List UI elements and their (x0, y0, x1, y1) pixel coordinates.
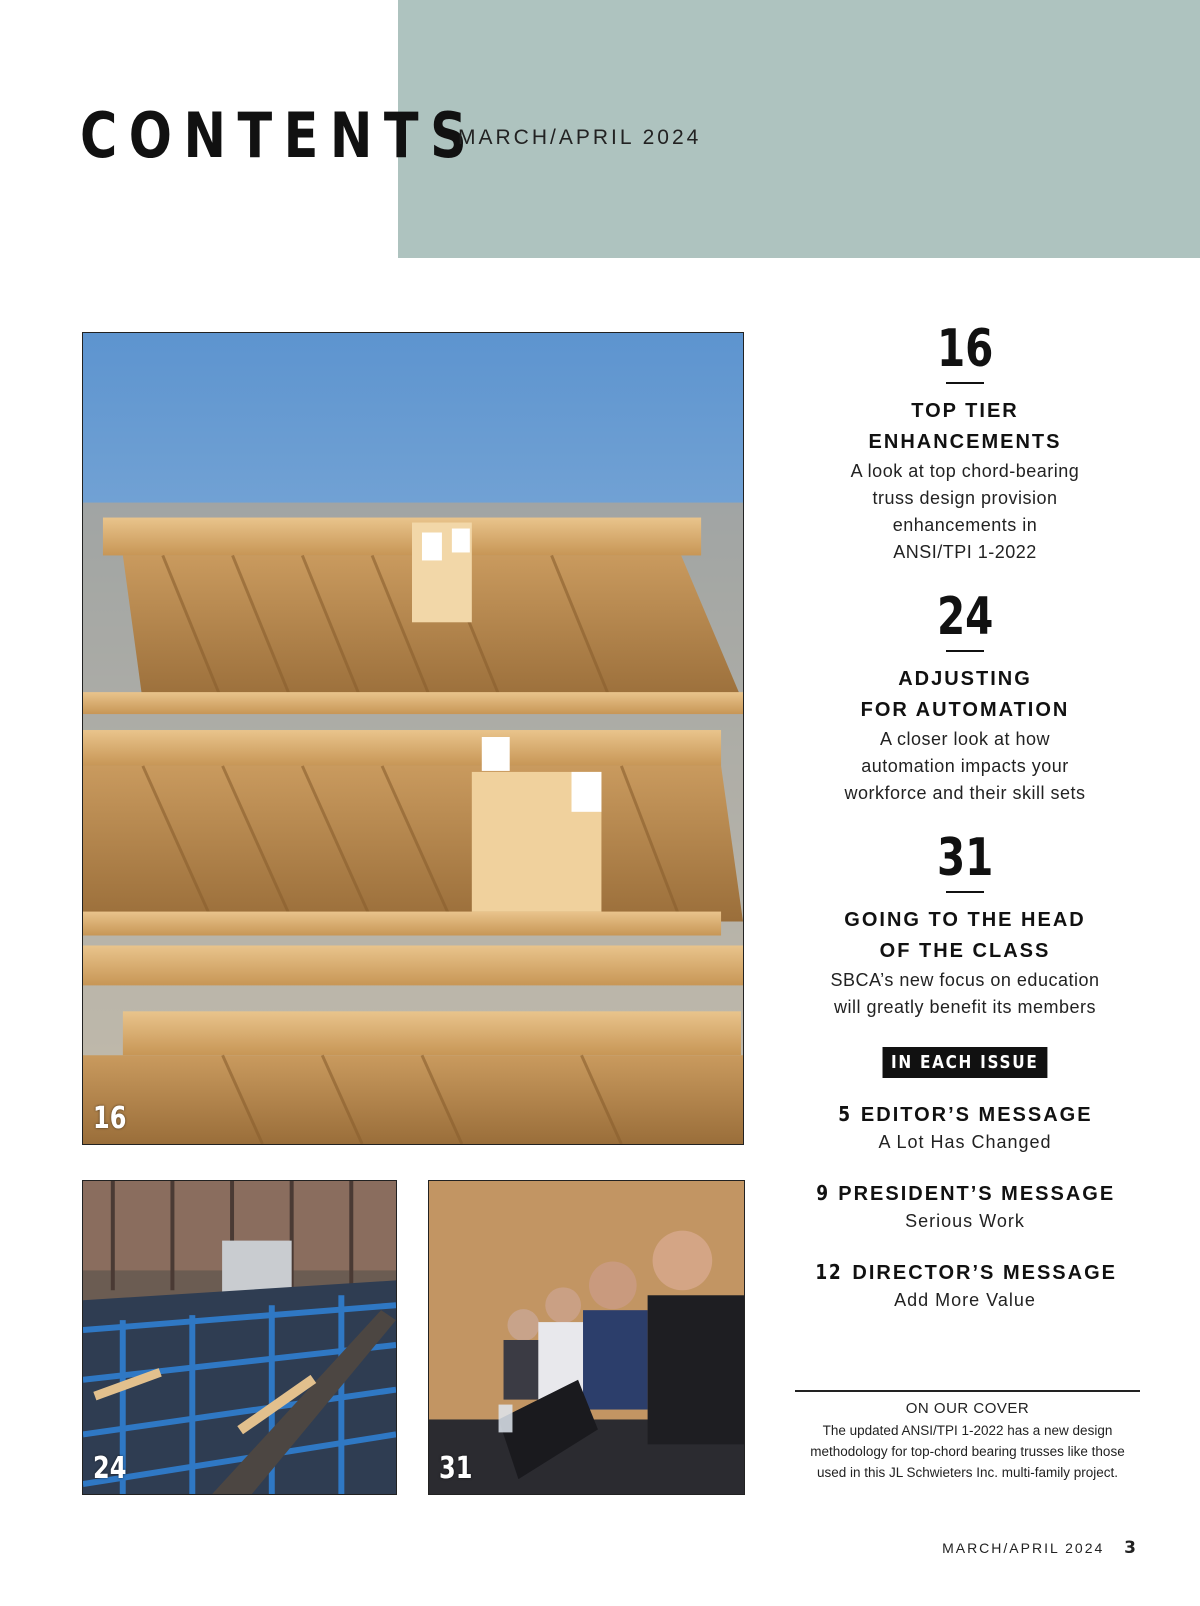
cover-divider (795, 1390, 1140, 1392)
feature-page-number: 16 (936, 319, 994, 379)
footer-date: MARCH/APRIL 2024 (942, 1540, 1105, 1556)
page-footer (942, 1538, 1136, 1558)
issue-entry[interactable] (790, 1258, 1140, 1313)
feature-entry[interactable] (790, 829, 1140, 1021)
divider (946, 891, 984, 893)
issue-subtitle: A Lot Has Changed (878, 1132, 1052, 1152)
divider (946, 650, 984, 652)
photo-page-number: 16 (93, 1101, 127, 1136)
feature-entry[interactable] (790, 320, 1140, 566)
cover-caption (795, 1400, 1140, 1483)
feature-title: ADJUSTING FOR AUTOMATION (860, 668, 1070, 721)
issue-title: PRESIDENT’S MESSAGE (838, 1183, 1116, 1205)
issue-date: MARCH/APRIL 2024 (458, 126, 702, 149)
issue-page-number: 12 (815, 1260, 843, 1284)
issue-entry[interactable] (790, 1100, 1140, 1155)
photo-page-number: 24 (93, 1451, 127, 1486)
feature-entry[interactable] (790, 588, 1140, 807)
issue-page-number: 5 (838, 1102, 853, 1126)
truss-stack-image (83, 333, 743, 1144)
feature-page-number: 24 (936, 587, 994, 647)
feature-description: SBCA’s new focus on education will greatly benefit its members (830, 970, 1100, 1017)
education-photo[interactable] (428, 1180, 745, 1495)
issue-title: DIRECTOR’S MESSAGE (852, 1262, 1117, 1284)
photo-page-number: 31 (439, 1451, 473, 1486)
feature-title: GOING TO THE HEAD OF THE CLASS (844, 909, 1086, 962)
factory-conveyor-image (83, 1181, 396, 1494)
feature-description: A closer look at how automation impacts your workforce and their skill sets (844, 729, 1086, 803)
feature-title: TOP TIER ENHANCEMENTS (868, 400, 1062, 453)
issue-subtitle: Serious Work (905, 1211, 1025, 1231)
table-of-contents (790, 320, 1140, 1337)
feature-description: A look at top chord-bearing truss design provision enhancements in ANSI/TPI 1-2022 (850, 461, 1080, 562)
issue-entry[interactable] (790, 1179, 1140, 1234)
issue-title: EDITOR’S MESSAGE (860, 1104, 1093, 1126)
in-each-issue-badge: IN EACH ISSUE (883, 1047, 1048, 1078)
feature-page-number: 31 (936, 828, 994, 888)
classroom-attendees-image (429, 1181, 744, 1494)
divider (946, 382, 984, 384)
page-title: CONTENTS (80, 99, 479, 172)
issue-subtitle: Add More Value (894, 1290, 1036, 1310)
cover-description: The updated ANSI/TPI 1-2022 has a new design methodology for top-chord bearing trusses like those used in this JL Schwieters Inc. multi-family project. (810, 1423, 1125, 1480)
cover-label: ON OUR COVER (905, 1400, 1030, 1417)
automation-photo[interactable] (82, 1180, 397, 1495)
issue-page-number: 9 (815, 1181, 830, 1205)
footer-page-number: 3 (1124, 1538, 1136, 1558)
cover-story-photo[interactable] (82, 332, 744, 1145)
